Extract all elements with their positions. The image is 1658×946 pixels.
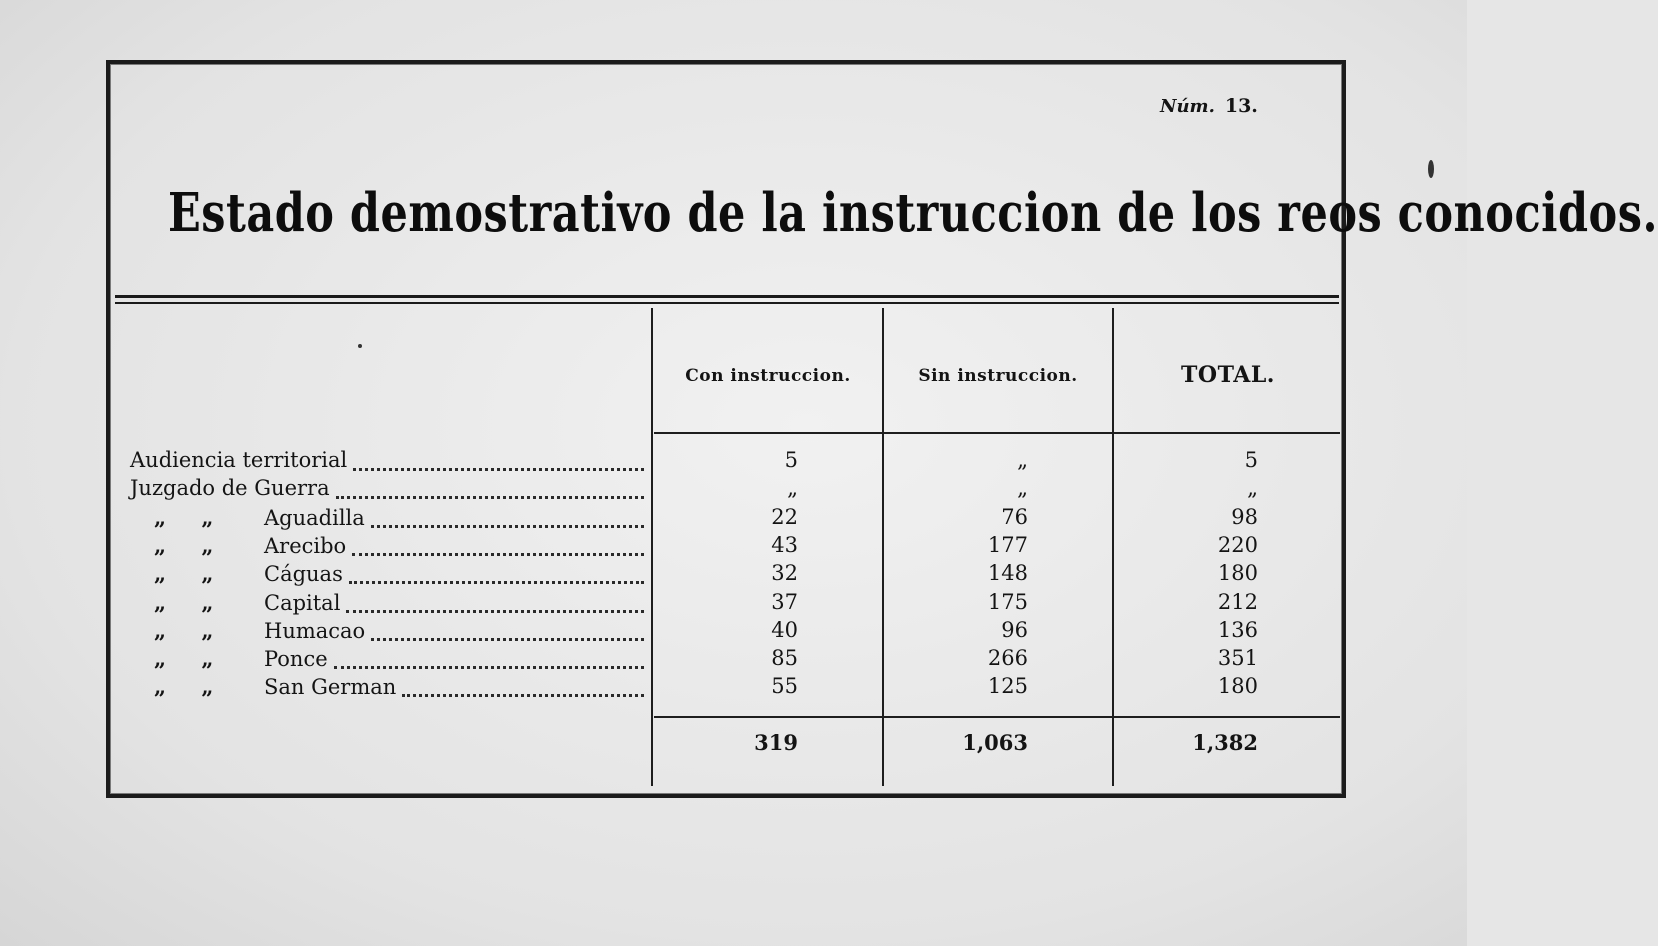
row-label (130, 476, 330, 500)
row-label (130, 505, 365, 530)
cell-con: 85 (771, 646, 798, 670)
cell-total: 98 (1231, 505, 1258, 529)
row-label-text: Cáguas (264, 562, 343, 586)
total-con: 319 (754, 730, 798, 755)
ditto-mark: „ „ (154, 505, 228, 530)
cell-con: 22 (771, 505, 798, 529)
dot-leader (346, 610, 644, 613)
cell-sin: 148 (987, 561, 1028, 585)
row-label (130, 646, 328, 671)
row-label (130, 618, 365, 643)
row-label-text: Juzgado de Guerra (130, 476, 330, 500)
cell-sin: 76 (1001, 505, 1028, 529)
table-number (1160, 95, 1258, 117)
column-header-con: Con instruccion. (685, 366, 851, 386)
row-label (130, 533, 346, 558)
row-label (130, 448, 347, 472)
cell-con: 32 (771, 561, 798, 585)
cell-sin: 96 (1001, 618, 1028, 642)
title-divider (115, 295, 1339, 304)
dot-leader (334, 666, 644, 669)
cell-total: „ (1247, 476, 1258, 500)
dot-leader (353, 468, 644, 471)
cell-sin: „ (1017, 476, 1028, 500)
ditto-mark: „ „ (154, 674, 228, 699)
dot-leader (349, 581, 644, 584)
cell-total: 136 (1217, 618, 1258, 642)
row-label (130, 674, 396, 699)
row-label (130, 590, 340, 615)
cell-sin: 175 (987, 590, 1028, 614)
cell-total: 351 (1217, 646, 1258, 670)
ditto-mark: „ „ (154, 618, 228, 643)
total-total: 1,382 (1192, 730, 1258, 755)
column-header-total: TOTAL. (1181, 362, 1275, 388)
dot-leader (352, 553, 644, 556)
cell-con: 5 (784, 448, 798, 472)
sum-rule (654, 716, 1340, 718)
row-label-text: Ponce (264, 647, 328, 671)
number-value: 13. (1224, 95, 1258, 117)
row-label-text: Arecibo (264, 534, 347, 558)
page-title: Estado demostrativo de la instruccion de los reos conocidos. (168, 182, 1658, 245)
dot-leader (402, 694, 644, 697)
ditto-mark: „ „ (154, 533, 228, 558)
ditto-mark: „ „ (154, 561, 228, 586)
row-label-text: Humacao (264, 619, 366, 643)
cell-con: 43 (771, 533, 798, 557)
cell-total: 212 (1217, 590, 1258, 614)
column-divider (1112, 308, 1114, 786)
cell-sin: „ (1017, 448, 1028, 472)
dot-leader (371, 525, 644, 528)
cell-con: „ (787, 476, 798, 500)
ditto-mark: „ „ (154, 590, 228, 615)
cell-sin: 125 (987, 674, 1028, 698)
cell-con: 55 (771, 674, 798, 698)
cell-sin: 177 (987, 533, 1028, 557)
row-label-text: Aguadilla (264, 506, 365, 530)
row-label-text: San German (264, 675, 397, 699)
scan-speck (358, 344, 362, 348)
dot-leader (371, 638, 644, 641)
scan-speck (1428, 160, 1434, 178)
column-header-sin: Sin instruccion. (918, 366, 1078, 386)
row-label-text: Audiencia territorial (130, 448, 348, 472)
ditto-mark: „ „ (154, 646, 228, 671)
row-label (130, 561, 343, 586)
column-divider (651, 308, 653, 786)
total-sin: 1,063 (962, 730, 1028, 755)
cell-total: 220 (1217, 533, 1258, 557)
column-divider (882, 308, 884, 786)
header-underline (654, 432, 1340, 434)
cell-con: 40 (771, 618, 798, 642)
cell-total: 180 (1217, 561, 1258, 585)
cell-total: 5 (1244, 448, 1258, 472)
cell-sin: 266 (987, 646, 1028, 670)
cell-con: 37 (771, 590, 798, 614)
number-abbr: Núm. (1160, 96, 1215, 117)
row-label-text: Capital (264, 591, 341, 615)
dot-leader (336, 496, 644, 499)
cell-total: 180 (1217, 674, 1258, 698)
